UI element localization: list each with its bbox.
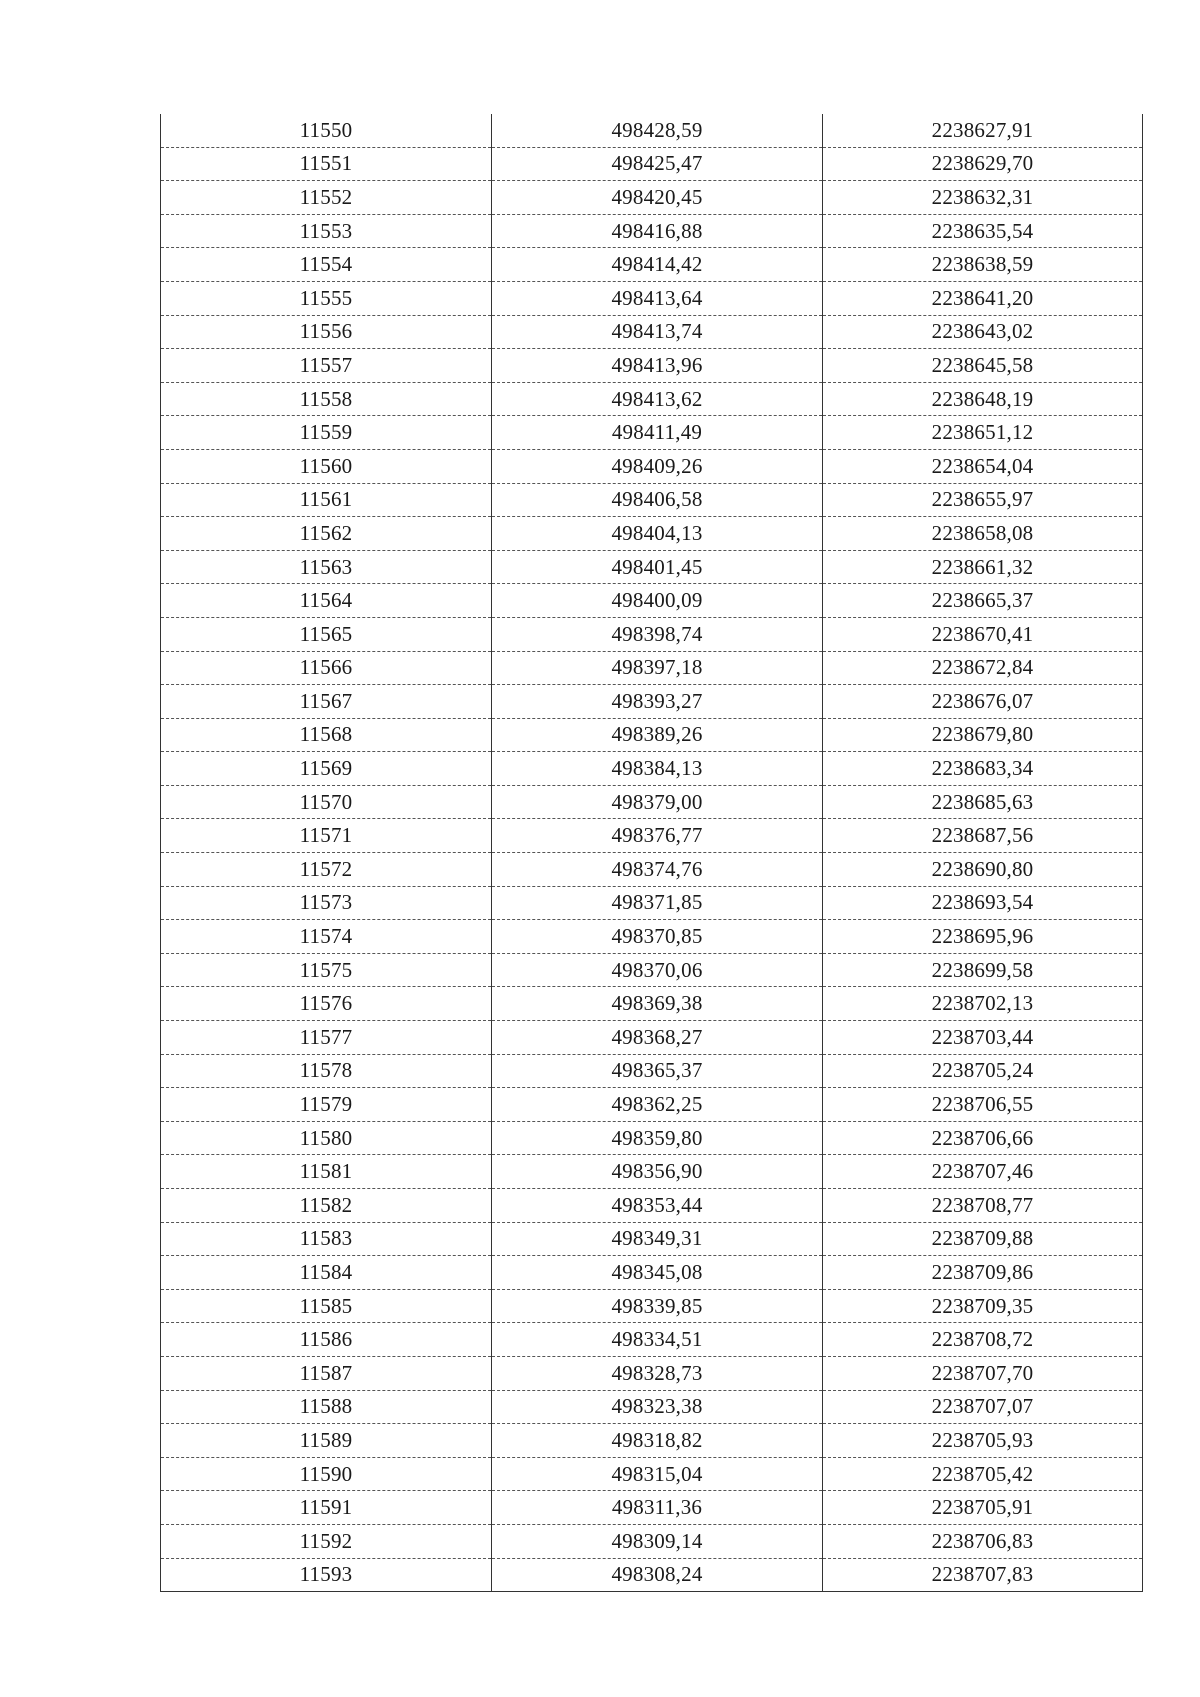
point-number-cell: 11553	[161, 214, 492, 248]
y-coordinate-cell: 2238706,55	[823, 1088, 1143, 1122]
y-coordinate-cell: 2238690,80	[823, 853, 1143, 887]
table-row	[161, 114, 1143, 147]
y-coordinate-cell: 2238695,96	[823, 920, 1143, 954]
point-number-cell: 11575	[161, 953, 492, 987]
x-coordinate-cell: 498370,06	[492, 953, 823, 987]
point-number-cell: 11550	[161, 114, 492, 147]
point-number-cell: 11578	[161, 1054, 492, 1088]
x-coordinate-cell: 498368,27	[492, 1021, 823, 1055]
x-coordinate-cell: 498411,49	[492, 416, 823, 450]
x-coordinate-cell: 498318,82	[492, 1424, 823, 1458]
point-number-cell: 11556	[161, 315, 492, 349]
point-number-cell: 11566	[161, 651, 492, 685]
x-coordinate-cell: 498413,96	[492, 349, 823, 383]
table-row	[161, 315, 1143, 349]
x-coordinate-cell: 498413,74	[492, 315, 823, 349]
x-coordinate-cell: 498349,31	[492, 1222, 823, 1256]
x-coordinate-cell: 498401,45	[492, 550, 823, 584]
y-coordinate-cell: 2238693,54	[823, 886, 1143, 920]
y-coordinate-cell: 2238707,83	[823, 1558, 1143, 1592]
point-number-cell: 11574	[161, 920, 492, 954]
point-number-cell: 11579	[161, 1088, 492, 1122]
point-number-cell: 11563	[161, 550, 492, 584]
point-number-cell: 11555	[161, 281, 492, 315]
table-row	[161, 1021, 1143, 1055]
x-coordinate-cell: 498397,18	[492, 651, 823, 685]
x-coordinate-cell: 498315,04	[492, 1457, 823, 1491]
x-coordinate-cell: 498374,76	[492, 853, 823, 887]
table-row	[161, 584, 1143, 618]
x-coordinate-cell: 498413,62	[492, 382, 823, 416]
point-number-cell: 11554	[161, 248, 492, 282]
table-row	[161, 617, 1143, 651]
table-row	[161, 1424, 1143, 1458]
x-coordinate-cell: 498414,42	[492, 248, 823, 282]
table-row	[161, 517, 1143, 551]
y-coordinate-cell: 2238685,63	[823, 785, 1143, 819]
point-number-cell: 11573	[161, 886, 492, 920]
y-coordinate-cell: 2238705,42	[823, 1457, 1143, 1491]
x-coordinate-cell: 498393,27	[492, 685, 823, 719]
point-number-cell: 11583	[161, 1222, 492, 1256]
x-coordinate-cell: 498356,90	[492, 1155, 823, 1189]
y-coordinate-cell: 2238661,32	[823, 550, 1143, 584]
x-coordinate-cell: 498365,37	[492, 1054, 823, 1088]
table-row	[161, 1222, 1143, 1256]
table-row	[161, 819, 1143, 853]
table-row	[161, 987, 1143, 1021]
table-row	[161, 920, 1143, 954]
y-coordinate-cell: 2238645,58	[823, 349, 1143, 383]
point-number-cell: 11592	[161, 1524, 492, 1558]
point-number-cell: 11582	[161, 1189, 492, 1223]
y-coordinate-cell: 2238676,07	[823, 685, 1143, 719]
y-coordinate-cell: 2238648,19	[823, 382, 1143, 416]
point-number-cell: 11552	[161, 181, 492, 215]
table-row	[161, 1558, 1143, 1592]
coordinates-table-body	[161, 114, 1143, 1592]
y-coordinate-cell: 2238708,72	[823, 1323, 1143, 1357]
y-coordinate-cell: 2238707,70	[823, 1356, 1143, 1390]
y-coordinate-cell: 2238705,24	[823, 1054, 1143, 1088]
point-number-cell: 11561	[161, 483, 492, 517]
table-row	[161, 685, 1143, 719]
table-row	[161, 483, 1143, 517]
table-row	[161, 1356, 1143, 1390]
point-number-cell: 11562	[161, 517, 492, 551]
y-coordinate-cell: 2238632,31	[823, 181, 1143, 215]
x-coordinate-cell: 498406,58	[492, 483, 823, 517]
y-coordinate-cell: 2238703,44	[823, 1021, 1143, 1055]
point-number-cell: 11586	[161, 1323, 492, 1357]
point-number-cell: 11576	[161, 987, 492, 1021]
point-number-cell: 11581	[161, 1155, 492, 1189]
table-row	[161, 382, 1143, 416]
point-number-cell: 11564	[161, 584, 492, 618]
x-coordinate-cell: 498311,36	[492, 1491, 823, 1525]
table-row	[161, 248, 1143, 282]
point-number-cell: 11587	[161, 1356, 492, 1390]
point-number-cell: 11585	[161, 1289, 492, 1323]
x-coordinate-cell: 498389,26	[492, 718, 823, 752]
table-row	[161, 1289, 1143, 1323]
y-coordinate-cell: 2238655,97	[823, 483, 1143, 517]
table-row	[161, 1054, 1143, 1088]
y-coordinate-cell: 2238643,02	[823, 315, 1143, 349]
y-coordinate-cell: 2238629,70	[823, 147, 1143, 181]
y-coordinate-cell: 2238672,84	[823, 651, 1143, 685]
x-coordinate-cell: 498362,25	[492, 1088, 823, 1122]
x-coordinate-cell: 498353,44	[492, 1189, 823, 1223]
x-coordinate-cell: 498334,51	[492, 1323, 823, 1357]
point-number-cell: 11588	[161, 1390, 492, 1424]
y-coordinate-cell: 2238651,12	[823, 416, 1143, 450]
x-coordinate-cell: 498379,00	[492, 785, 823, 819]
x-coordinate-cell: 498413,64	[492, 281, 823, 315]
y-coordinate-cell: 2238709,35	[823, 1289, 1143, 1323]
x-coordinate-cell: 498339,85	[492, 1289, 823, 1323]
table-row	[161, 1121, 1143, 1155]
x-coordinate-cell: 498359,80	[492, 1121, 823, 1155]
table-row	[161, 785, 1143, 819]
table-row	[161, 1457, 1143, 1491]
table-row	[161, 1390, 1143, 1424]
x-coordinate-cell: 498400,09	[492, 584, 823, 618]
point-number-cell: 11571	[161, 819, 492, 853]
y-coordinate-cell: 2238707,46	[823, 1155, 1143, 1189]
y-coordinate-cell: 2238665,37	[823, 584, 1143, 618]
table-row	[161, 181, 1143, 215]
point-number-cell: 11572	[161, 853, 492, 887]
y-coordinate-cell: 2238706,66	[823, 1121, 1143, 1155]
table-row	[161, 1189, 1143, 1223]
point-number-cell: 11557	[161, 349, 492, 383]
x-coordinate-cell: 498369,38	[492, 987, 823, 1021]
point-number-cell: 11558	[161, 382, 492, 416]
point-number-cell: 11570	[161, 785, 492, 819]
x-coordinate-cell: 498309,14	[492, 1524, 823, 1558]
y-coordinate-cell: 2238707,07	[823, 1390, 1143, 1424]
y-coordinate-cell: 2238699,58	[823, 953, 1143, 987]
x-coordinate-cell: 498428,59	[492, 114, 823, 147]
y-coordinate-cell: 2238670,41	[823, 617, 1143, 651]
point-number-cell: 11580	[161, 1121, 492, 1155]
coordinates-table	[160, 114, 1143, 1592]
y-coordinate-cell: 2238658,08	[823, 517, 1143, 551]
point-number-cell: 11593	[161, 1558, 492, 1592]
table-row	[161, 349, 1143, 383]
y-coordinate-cell: 2238654,04	[823, 449, 1143, 483]
x-coordinate-cell: 498371,85	[492, 886, 823, 920]
table-row	[161, 416, 1143, 450]
y-coordinate-cell: 2238705,91	[823, 1491, 1143, 1525]
x-coordinate-cell: 498345,08	[492, 1256, 823, 1290]
x-coordinate-cell: 498370,85	[492, 920, 823, 954]
table-row	[161, 550, 1143, 584]
x-coordinate-cell: 498308,24	[492, 1558, 823, 1592]
x-coordinate-cell: 498384,13	[492, 752, 823, 786]
point-number-cell: 11591	[161, 1491, 492, 1525]
table-row	[161, 853, 1143, 887]
table-row	[161, 147, 1143, 181]
x-coordinate-cell: 498425,47	[492, 147, 823, 181]
x-coordinate-cell: 498404,13	[492, 517, 823, 551]
y-coordinate-cell: 2238641,20	[823, 281, 1143, 315]
x-coordinate-cell: 498420,45	[492, 181, 823, 215]
table-row	[161, 718, 1143, 752]
point-number-cell: 11560	[161, 449, 492, 483]
y-coordinate-cell: 2238709,86	[823, 1256, 1143, 1290]
x-coordinate-cell: 498376,77	[492, 819, 823, 853]
table-row	[161, 651, 1143, 685]
x-coordinate-cell: 498328,73	[492, 1356, 823, 1390]
x-coordinate-cell: 498416,88	[492, 214, 823, 248]
point-number-cell: 11559	[161, 416, 492, 450]
y-coordinate-cell: 2238706,83	[823, 1524, 1143, 1558]
table-row	[161, 1088, 1143, 1122]
y-coordinate-cell: 2238683,34	[823, 752, 1143, 786]
table-row	[161, 1524, 1143, 1558]
table-row	[161, 1323, 1143, 1357]
table-row	[161, 953, 1143, 987]
point-number-cell: 11567	[161, 685, 492, 719]
point-number-cell: 11577	[161, 1021, 492, 1055]
point-number-cell: 11584	[161, 1256, 492, 1290]
table-row	[161, 752, 1143, 786]
x-coordinate-cell: 498398,74	[492, 617, 823, 651]
table-row	[161, 214, 1143, 248]
y-coordinate-cell: 2238638,59	[823, 248, 1143, 282]
x-coordinate-cell: 498323,38	[492, 1390, 823, 1424]
y-coordinate-cell: 2238679,80	[823, 718, 1143, 752]
table-row	[161, 1491, 1143, 1525]
table-row	[161, 449, 1143, 483]
y-coordinate-cell: 2238627,91	[823, 114, 1143, 147]
y-coordinate-cell: 2238635,54	[823, 214, 1143, 248]
point-number-cell: 11568	[161, 718, 492, 752]
table-row	[161, 1155, 1143, 1189]
table-row	[161, 886, 1143, 920]
y-coordinate-cell: 2238709,88	[823, 1222, 1143, 1256]
point-number-cell: 11590	[161, 1457, 492, 1491]
y-coordinate-cell: 2238705,93	[823, 1424, 1143, 1458]
point-number-cell: 11565	[161, 617, 492, 651]
point-number-cell: 11589	[161, 1424, 492, 1458]
y-coordinate-cell: 2238708,77	[823, 1189, 1143, 1223]
point-number-cell: 11551	[161, 147, 492, 181]
x-coordinate-cell: 498409,26	[492, 449, 823, 483]
table-row	[161, 281, 1143, 315]
table-row	[161, 1256, 1143, 1290]
y-coordinate-cell: 2238687,56	[823, 819, 1143, 853]
y-coordinate-cell: 2238702,13	[823, 987, 1143, 1021]
point-number-cell: 11569	[161, 752, 492, 786]
